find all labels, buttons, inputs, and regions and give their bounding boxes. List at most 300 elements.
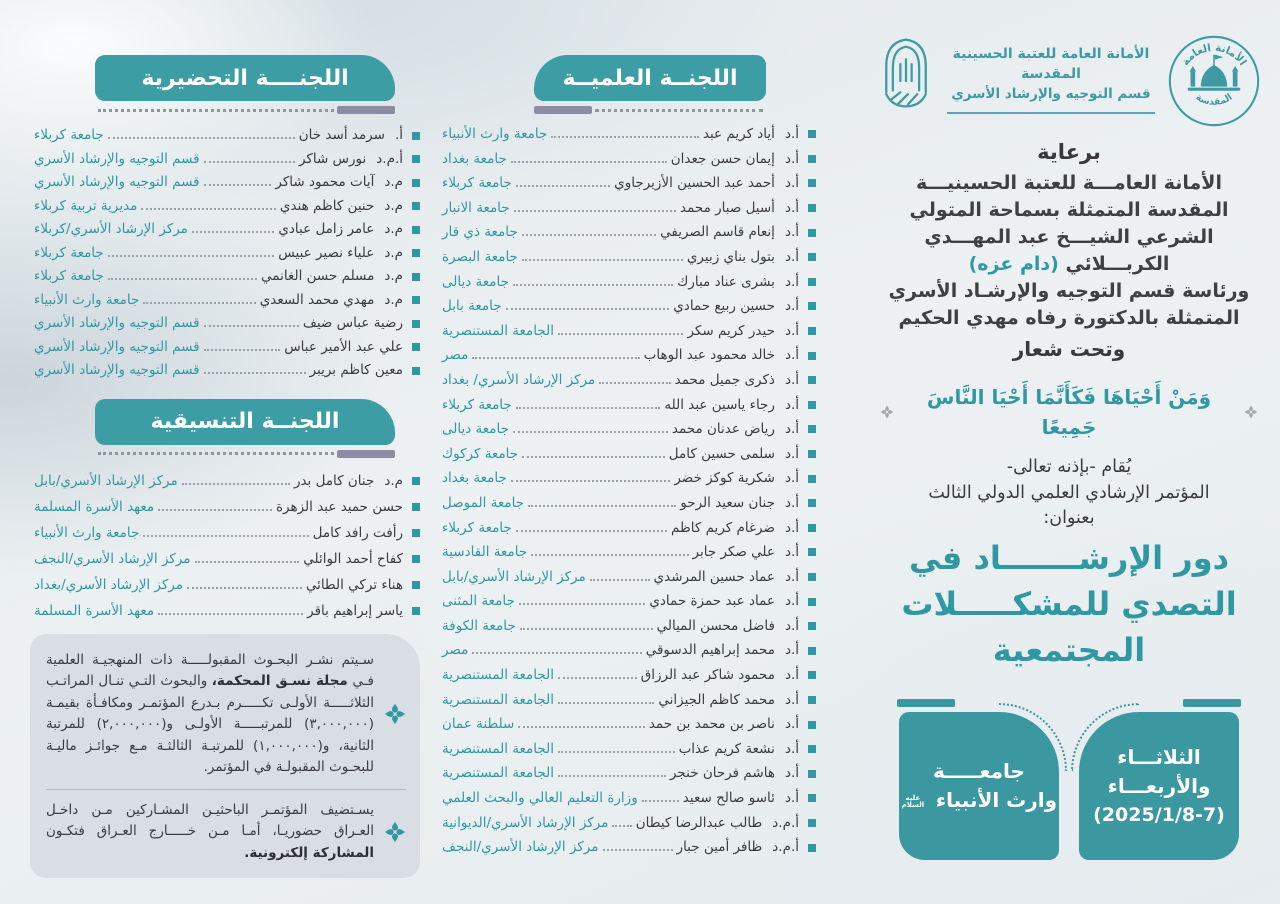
member-degree: م.د bbox=[384, 472, 403, 489]
ornament-flower-icon bbox=[384, 821, 406, 843]
banner-underline bbox=[95, 450, 395, 458]
member-name: عماد حسين المرشدي bbox=[653, 568, 775, 585]
member-affiliation: جامعة كربلاء bbox=[34, 268, 104, 284]
member-row bbox=[438, 737, 862, 762]
dotted-leader bbox=[599, 374, 670, 384]
member-affiliation: جامعة بغداد bbox=[442, 470, 507, 487]
dotted-leader bbox=[472, 644, 641, 654]
member-degree: م.د bbox=[384, 291, 403, 308]
member-row bbox=[438, 368, 862, 393]
ornament-flower-icon bbox=[1244, 405, 1258, 419]
dotted-leader bbox=[513, 423, 668, 433]
dotted-leader bbox=[511, 472, 671, 482]
member-affiliation: جامعة الموصل bbox=[442, 494, 525, 511]
member-row bbox=[438, 245, 862, 270]
dotted-leader bbox=[158, 500, 272, 510]
member-row bbox=[438, 196, 862, 221]
member-row bbox=[438, 491, 862, 516]
member-degree: أ.د bbox=[784, 199, 799, 216]
member-name: إيمان حسن جعدان bbox=[670, 150, 775, 167]
member-affiliation: معهد الأسرة المسلمة bbox=[34, 498, 155, 515]
member-affiliation: الجامعة المستنصرية bbox=[442, 667, 554, 684]
box-dotted-arc bbox=[1071, 703, 1139, 771]
member-affiliation: مركز الإرشاد الأسري/الديوانية bbox=[442, 814, 609, 831]
banner-underline bbox=[95, 106, 395, 114]
irshad-arch-emblem-icon bbox=[877, 34, 935, 128]
dotted-leader bbox=[143, 526, 308, 536]
bullet-square-icon bbox=[808, 229, 816, 237]
bullet-square-icon bbox=[808, 155, 816, 163]
member-name: حسين ربيع حمادي bbox=[673, 298, 775, 315]
member-affiliation: جامعة بغداد bbox=[442, 150, 507, 167]
member-name: هناء تركي الطائي bbox=[305, 576, 403, 593]
underline-bar bbox=[337, 106, 395, 114]
dotted-leader bbox=[558, 767, 666, 777]
bullet-square-icon bbox=[412, 477, 420, 485]
member-row bbox=[18, 148, 430, 172]
member-affiliation: جامعة كربلاء bbox=[34, 244, 104, 261]
dotted-leader bbox=[519, 595, 646, 605]
banner-underline bbox=[534, 106, 766, 114]
quran-verse-block bbox=[868, 382, 1270, 442]
bullet-square-icon bbox=[808, 253, 816, 261]
member-name: عماد عبد حمزة حمادي bbox=[649, 593, 775, 610]
member-row bbox=[438, 442, 862, 467]
member-name: ناصر بن محمد بن حمد bbox=[648, 716, 775, 733]
bullet-square-icon bbox=[808, 130, 816, 138]
bullet-square-icon bbox=[808, 696, 816, 704]
bullet-square-icon bbox=[808, 844, 816, 852]
member-affiliation: قسم التوجيه والإرشاد الأسري bbox=[34, 150, 200, 167]
member-degree: أ.د bbox=[784, 642, 799, 659]
dotted-leader bbox=[551, 128, 699, 138]
member-affiliation: قسم التوجيه والإرشاد الأسري bbox=[34, 338, 200, 355]
dotted-leader bbox=[642, 792, 679, 802]
footer-boxes bbox=[868, 712, 1270, 860]
bullet-square-icon bbox=[808, 745, 816, 753]
member-name: ذكرى جميل محمد bbox=[674, 371, 775, 388]
member-degree: أ.د bbox=[784, 298, 799, 315]
notes-box bbox=[30, 634, 420, 879]
member-row bbox=[18, 598, 430, 624]
sheikh-surname: الكربـــلائي bbox=[1065, 253, 1170, 275]
member-name: حيدر كريم سكر bbox=[687, 322, 775, 339]
member-degree: أ.م.د bbox=[376, 150, 403, 167]
member-name: نورس شاكر bbox=[298, 150, 367, 167]
bullet-square-icon bbox=[808, 179, 816, 187]
underline-dots bbox=[595, 109, 763, 112]
member-name: شكرية كوكز خضر bbox=[674, 470, 775, 487]
dotted-leader bbox=[204, 317, 299, 327]
member-degree: أ.د bbox=[784, 691, 799, 708]
bullet-square-icon bbox=[412, 179, 420, 187]
member-affiliation: قسم التوجيه والإرشاد الأسري bbox=[34, 174, 200, 190]
department-calligraphy bbox=[947, 34, 1155, 114]
sponsorship-label: برعاية bbox=[1037, 140, 1101, 164]
venue-line: جامعـــــة bbox=[933, 759, 1025, 783]
member-affiliation: قسم التوجيه والإرشاد الأسري bbox=[34, 362, 200, 378]
member-degree: أ.د bbox=[784, 740, 799, 757]
member-name: بتول بناي زبيري bbox=[686, 248, 775, 265]
bullet-square-icon bbox=[412, 343, 420, 351]
member-affiliation: جامعة الانبار bbox=[442, 199, 510, 216]
member-row bbox=[18, 359, 430, 383]
member-affiliation: الجامعة المستنصرية bbox=[442, 765, 554, 782]
right-column bbox=[868, 0, 1270, 904]
sponsor-line-kerbalai bbox=[868, 251, 1270, 278]
conference-name: المؤتمر الإرشادي العلمي الدولي الثالث bbox=[928, 482, 1210, 503]
venue-box bbox=[899, 712, 1059, 860]
member-row bbox=[438, 171, 862, 196]
dotted-leader bbox=[506, 300, 670, 310]
bullet-square-icon bbox=[412, 296, 420, 304]
member-affiliation: مركز الإرشاد الأسري/كربلاء bbox=[34, 221, 188, 237]
member-name: عامر زامل عبادي bbox=[278, 221, 375, 237]
bullet-square-icon bbox=[412, 581, 420, 589]
member-degree: أ.د bbox=[784, 593, 799, 610]
bullet-square-icon bbox=[412, 202, 420, 210]
member-row bbox=[18, 218, 430, 242]
bullet-square-icon bbox=[412, 226, 420, 234]
dotted-leader bbox=[108, 246, 275, 256]
member-row bbox=[438, 220, 862, 245]
underline-bar bbox=[337, 450, 395, 458]
dotted-leader bbox=[518, 718, 644, 728]
member-row bbox=[438, 270, 862, 295]
sponsor-line: الشرعي الشيـــخ عبد المهـــدي bbox=[924, 226, 1214, 248]
date-day-line: الثلاثـــاء bbox=[1117, 744, 1201, 769]
department-calligraphy-line: قسم التوجيه والإرشاد الأسري bbox=[951, 86, 1151, 102]
member-name: مهدي محمد السعدي bbox=[259, 291, 375, 308]
bullet-square-icon bbox=[808, 376, 816, 384]
member-name: هاشم فرحان خنجر bbox=[669, 765, 775, 782]
member-name: محمد إبراهيم الدسوقي bbox=[645, 642, 775, 659]
member-name: سلمى حسين كامل bbox=[668, 445, 775, 462]
member-name: محمد كاظم الجيزاني bbox=[658, 691, 775, 708]
member-row bbox=[438, 147, 862, 172]
preparatory-committee-banner: اللجنــــة التحضيرية bbox=[95, 55, 395, 101]
member-name: إنعام قاسم الصريفي bbox=[660, 224, 775, 241]
conference-title-line: المجتمعية bbox=[992, 631, 1146, 669]
member-degree: أ.د bbox=[784, 568, 799, 585]
member-degree: م.د bbox=[384, 174, 403, 190]
preparatory-committee-header bbox=[95, 55, 395, 114]
dotted-leader bbox=[590, 570, 650, 580]
member-row bbox=[438, 343, 862, 368]
member-row bbox=[438, 540, 862, 565]
slogan-label: وتحت شعار bbox=[1012, 337, 1126, 361]
member-degree: أ.د bbox=[784, 347, 799, 364]
member-degree: م.د bbox=[384, 268, 403, 284]
member-affiliation: جامعة البصرة bbox=[442, 248, 518, 265]
ornament-flower-icon bbox=[384, 703, 406, 725]
member-name: فاضل محسن الميالي bbox=[656, 617, 775, 634]
member-name: خالد محمود عبد الوهاب bbox=[643, 347, 775, 364]
note-text: سـيتم نشـر البحـوث المقبولـــــة ذات المنهجيـة العلمية فـي مجلة نسـق المحكمة، والبحوث التـي تنـال المراتـب الثلاثـــــة الأولـى تكـــــرم بـدرع المؤتمـر ومكافـأة بقيمـة (٣,٠٠٠,٠٠٠) للمرتبـــــة الأولـى و(٢,٠٠٠,٠٠٠) للمرتبة الثانية، و(١,٠٠٠,٠٠٠) للمرتبـة الثالثـة مـع جوائـز ماليـة للبحـوث المقبولـة في المؤتمر. bbox=[46, 651, 375, 775]
member-row bbox=[18, 265, 430, 289]
date-numbers: (2025/1/8-7) bbox=[1093, 803, 1225, 826]
bullet-square-icon bbox=[412, 503, 420, 511]
member-affiliation: مركز الإرشاد الأسري/النجف bbox=[442, 839, 599, 856]
dotted-leader bbox=[204, 364, 306, 374]
invocation-line: يُقام -بإذنه تعالى- bbox=[1006, 457, 1132, 477]
bullet-square-icon bbox=[412, 529, 420, 537]
member-name: علياء نصير عبيس bbox=[278, 244, 375, 261]
bullet-square-icon bbox=[808, 671, 816, 679]
member-affiliation: جامعة وارث الأنبياء bbox=[34, 291, 140, 308]
bullet-square-icon bbox=[808, 204, 816, 212]
dotted-leader bbox=[558, 693, 654, 703]
member-row bbox=[438, 786, 862, 811]
member-degree: أ.د bbox=[784, 150, 799, 167]
member-name: بشرى عناد مبارك bbox=[677, 273, 775, 290]
member-affiliation: جامعة ديالى bbox=[442, 421, 509, 438]
bullet-square-icon bbox=[808, 352, 816, 360]
bullet-square-icon bbox=[808, 278, 816, 286]
member-affiliation: مركز الإرشاد الأسري/بغداد bbox=[34, 576, 183, 593]
bullet-square-icon bbox=[412, 555, 420, 563]
dotted-leader bbox=[522, 251, 683, 261]
member-affiliation: جامعة كربلاء bbox=[442, 175, 512, 192]
member-affiliation: جامعة ديالى bbox=[442, 273, 509, 290]
dotted-leader bbox=[531, 546, 688, 556]
bullet-square-icon bbox=[808, 401, 816, 409]
member-row bbox=[18, 312, 430, 336]
member-degree: م.د bbox=[384, 221, 403, 237]
bullet-square-icon bbox=[412, 320, 420, 328]
venue-line bbox=[901, 786, 1057, 815]
member-affiliation: جامعة وارث الأنبياء bbox=[34, 524, 140, 541]
preparatory-committee-list bbox=[18, 124, 430, 383]
dotted-leader bbox=[204, 152, 295, 162]
dotted-leader bbox=[108, 270, 257, 280]
member-name: طالب عبدالرضا كيطان bbox=[635, 814, 763, 831]
box-dotted-arc bbox=[999, 703, 1067, 771]
bullet-square-icon bbox=[412, 607, 420, 615]
date-day-line: والأربعـــاء bbox=[1107, 773, 1211, 798]
member-degree: أ.د bbox=[784, 617, 799, 634]
member-row bbox=[438, 712, 862, 737]
bullet-square-icon bbox=[808, 302, 816, 310]
bullet-square-icon bbox=[808, 598, 816, 606]
sponsor-line: المتمثلة بالدكتورة رفاه مهدي الحكيم bbox=[898, 307, 1240, 329]
dotted-leader bbox=[192, 223, 274, 233]
dotted-leader bbox=[513, 275, 673, 285]
dotted-leader bbox=[158, 604, 303, 614]
bullet-square-icon bbox=[412, 273, 420, 281]
member-name: حنين كاظم هندي bbox=[279, 197, 375, 214]
member-affiliation: جامعة كربلاء bbox=[34, 127, 104, 143]
member-affiliation: مركز الإرشاد الأسري/بابل bbox=[442, 568, 586, 585]
member-row bbox=[438, 589, 862, 614]
member-degree: أ.د bbox=[784, 716, 799, 733]
logos-row bbox=[868, 34, 1270, 128]
coordination-committee-list bbox=[18, 468, 430, 624]
dotted-leader bbox=[141, 199, 275, 209]
member-degree: م.د bbox=[384, 197, 403, 214]
member-affiliation: جامعة كربلاء bbox=[442, 519, 512, 536]
sponsor-line: ورئاسة قسم التوجيه والإرشـاد الأسري bbox=[888, 280, 1250, 302]
bullet-square-icon bbox=[808, 327, 816, 335]
member-name: علي صكر جابر bbox=[692, 544, 775, 561]
member-degree: أ.د bbox=[784, 322, 799, 339]
member-row bbox=[18, 494, 430, 520]
dotted-leader bbox=[558, 324, 684, 334]
date-box bbox=[1079, 712, 1239, 860]
bullet-square-icon bbox=[808, 794, 816, 802]
dotted-leader bbox=[522, 447, 665, 457]
member-degree: أ.د bbox=[784, 175, 799, 192]
note-item bbox=[46, 789, 406, 865]
bullet-square-icon bbox=[412, 249, 420, 257]
member-degree: أ.د bbox=[784, 470, 799, 487]
member-row bbox=[438, 417, 862, 442]
note-item bbox=[46, 650, 406, 779]
member-name: جنان كامل بدر bbox=[293, 472, 375, 489]
member-affiliation: معهد الأسرة المسلمة bbox=[34, 602, 155, 619]
member-affiliation: مركز الإرشاد الأسري/النجف bbox=[34, 550, 191, 567]
bullet-square-icon bbox=[808, 573, 816, 581]
dotted-leader bbox=[195, 552, 300, 562]
member-row bbox=[438, 614, 862, 639]
conference-announcement bbox=[868, 455, 1270, 532]
member-affiliation: مركز الإرشاد الأسري/بابل bbox=[34, 472, 178, 489]
sponsorship-block bbox=[868, 140, 1270, 361]
box-accent-bar bbox=[1183, 699, 1241, 707]
member-row bbox=[438, 294, 862, 319]
dotted-leader bbox=[516, 177, 610, 187]
member-name: أحمد عبد الحسين الأزيرجاوي bbox=[614, 175, 775, 192]
member-name: علي عبد الأمير عباس bbox=[284, 338, 403, 355]
dotted-leader bbox=[472, 349, 639, 359]
member-degree: أ.د bbox=[784, 445, 799, 462]
bullet-square-icon bbox=[412, 155, 420, 163]
member-row bbox=[438, 393, 862, 418]
member-degree: أ.د bbox=[784, 519, 799, 536]
member-degree: أ.د bbox=[784, 396, 799, 413]
dotted-leader bbox=[520, 620, 653, 630]
member-degree: أ.د bbox=[784, 126, 799, 142]
dotted-leader bbox=[187, 578, 302, 588]
member-name: ظافر أمين جبار bbox=[676, 839, 763, 856]
member-row bbox=[438, 122, 862, 147]
member-affiliation: جامعة كربلاء bbox=[442, 396, 512, 413]
member-degree: أ.د bbox=[784, 667, 799, 684]
member-row bbox=[438, 835, 862, 860]
member-row bbox=[18, 546, 430, 572]
bullet-square-icon bbox=[808, 425, 816, 433]
titled-label: بعنوان: bbox=[1043, 508, 1095, 528]
member-row bbox=[438, 319, 862, 344]
member-degree: أ. bbox=[394, 127, 403, 143]
member-affiliation: جامعة ذي قار bbox=[442, 224, 518, 241]
member-name: أياد كريم عبد bbox=[702, 126, 775, 142]
member-row bbox=[18, 124, 430, 148]
member-name: معين كاظم بريبر bbox=[309, 362, 403, 378]
underline-dots bbox=[98, 109, 334, 112]
member-affiliation: جامعة بابل bbox=[442, 298, 502, 315]
member-row bbox=[18, 336, 430, 360]
member-name: رضية عباس ضيف bbox=[302, 315, 403, 331]
left-column bbox=[18, 0, 430, 904]
bullet-square-icon bbox=[808, 770, 816, 778]
member-row bbox=[438, 688, 862, 713]
dotted-leader bbox=[528, 497, 676, 507]
member-affiliation: الجامعة المستنصرية bbox=[442, 322, 554, 339]
scientific-committee-header bbox=[534, 55, 766, 114]
dotted-leader bbox=[603, 841, 673, 851]
member-degree: أ.د bbox=[784, 224, 799, 241]
bullet-square-icon bbox=[808, 499, 816, 507]
dotted-leader bbox=[514, 201, 676, 211]
bullet-square-icon bbox=[808, 622, 816, 630]
dotted-leader bbox=[522, 226, 656, 236]
bullet-square-icon bbox=[808, 647, 816, 655]
member-degree: أ.د bbox=[784, 273, 799, 290]
member-affiliation: جامعة كركوك bbox=[442, 445, 519, 462]
underline-dots bbox=[98, 452, 334, 455]
member-name: ياسر إبراهيم باقر bbox=[307, 602, 403, 619]
conference-title-line: التصدي للمشكـــــلات bbox=[901, 585, 1237, 623]
member-affiliation: مركز الإرشاد الأسري/ بغداد bbox=[442, 371, 596, 388]
member-degree: أ.د bbox=[784, 790, 799, 807]
member-name: جنان سعيد الرحو bbox=[680, 494, 775, 511]
member-affiliation: جامعة القادسية bbox=[442, 544, 528, 561]
member-name: ئاسو صالح سعيد bbox=[682, 790, 775, 807]
member-row bbox=[18, 195, 430, 219]
honorific-dam-izzah: (دام عزه) bbox=[968, 253, 1059, 275]
member-name: كفاح أحمد الوائلي bbox=[303, 550, 403, 567]
bullet-square-icon bbox=[808, 819, 816, 827]
member-name: أسيل صبار محمد bbox=[679, 199, 775, 216]
ornament-flower-icon bbox=[880, 405, 894, 419]
member-name: رأفت رافد كامل bbox=[312, 524, 403, 541]
member-degree: أ.د bbox=[784, 371, 799, 388]
dotted-leader bbox=[612, 816, 631, 826]
coordination-committee-banner: اللجنــة التنسيقية bbox=[95, 399, 395, 445]
member-row bbox=[18, 171, 430, 195]
bullet-square-icon bbox=[808, 524, 816, 532]
member-affiliation: جامعة المثنى bbox=[442, 593, 515, 610]
dotted-leader bbox=[516, 398, 661, 408]
scientific-committee-list bbox=[438, 122, 862, 860]
dotted-leader bbox=[558, 669, 637, 679]
bullet-square-icon bbox=[808, 548, 816, 556]
member-row bbox=[18, 468, 430, 494]
middle-column bbox=[438, 0, 862, 904]
sponsor-line: الأمانة العامـــة للعتبة الحسينيـــة bbox=[916, 172, 1222, 194]
dotted-leader bbox=[558, 742, 675, 752]
member-name: نشعة كريم عذاب bbox=[678, 740, 775, 757]
bullet-square-icon bbox=[412, 132, 420, 140]
member-degree: أ.د bbox=[784, 421, 799, 438]
conference-title-line: دور الإرشـــــــاد في bbox=[908, 539, 1230, 577]
underline-bar bbox=[534, 106, 592, 114]
member-row bbox=[438, 811, 862, 836]
honorific-alayhi-salam: عليه السلام bbox=[901, 793, 925, 809]
conference-title bbox=[868, 535, 1270, 673]
member-name: مسلم حسن الغانمي bbox=[261, 268, 375, 284]
bullet-square-icon bbox=[808, 721, 816, 729]
member-degree: م.د bbox=[384, 244, 403, 261]
member-row bbox=[438, 638, 862, 663]
member-affiliation: جامعة الكوفة bbox=[442, 617, 516, 634]
dotted-leader bbox=[182, 474, 290, 484]
member-name: ضرغام كريم كاظم bbox=[671, 519, 775, 536]
dotted-leader bbox=[204, 176, 272, 186]
dotted-leader bbox=[511, 152, 667, 162]
member-name: سرمد أسد خان bbox=[298, 127, 385, 143]
